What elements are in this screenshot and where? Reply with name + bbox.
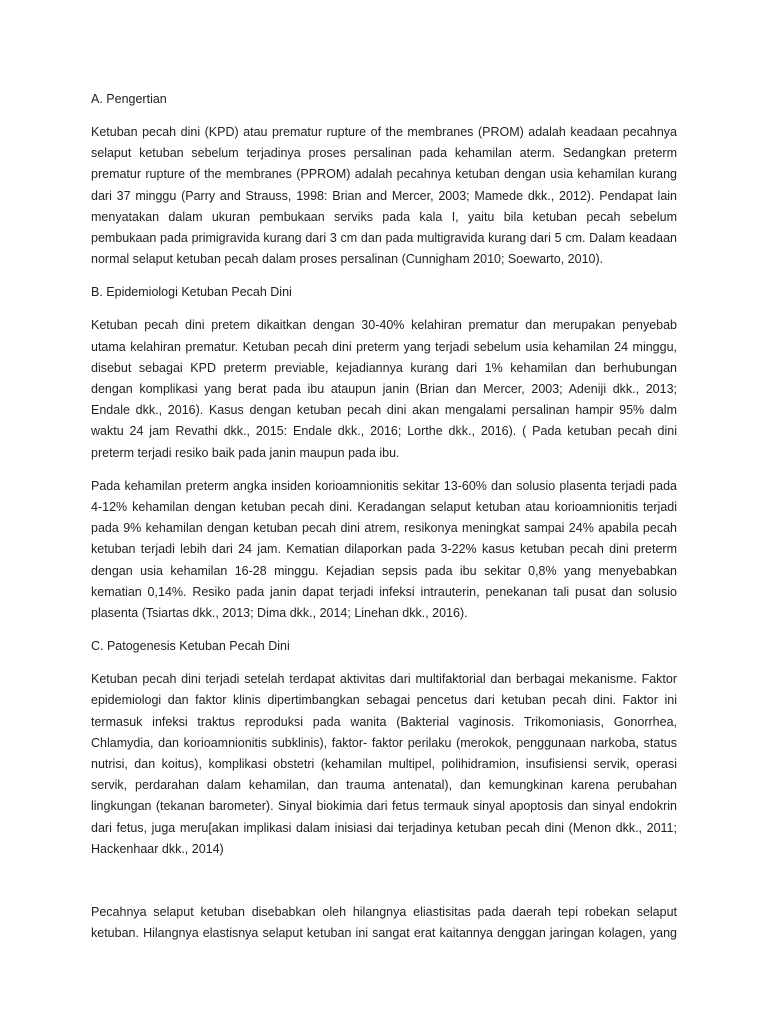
document-page: [91, 89, 677, 957]
text-line: prematur rupture of the membranes (PPROM) adalah pecahnya ketuban dengan usia kehamilan kurang: [91, 167, 677, 182]
paragraph-epidemiologi-2: [91, 476, 677, 624]
text-line: plasenta (Tsiartas dkk., 2013; Dima dkk., 2014; Linehan dkk., 2016).: [91, 606, 468, 621]
text-line: Chlamydia, dan korioamnionitis subklinis), faktor- faktor perilaku (merokok, penggunaan narkoba, status: [91, 735, 677, 750]
text-line: menyatakan dalam ukuran pembukaan serviks pada kala I, yaitu bila ketuban pecah sebelum: [91, 209, 677, 224]
text-line: utama kelahiran prematur. Ketuban pecah dini preterm yang terjadi sebelum usia kehamilan 24 minggu,: [91, 339, 677, 354]
blank-gap: [91, 872, 677, 902]
text-line: epidemiologi dan faktor klinis dipertimbangkan sebagai pencetus dari ketuban pecah dini. Faktor ini: [91, 693, 677, 708]
text-line: termasuk infeksi traktus reproduksi pada wanita (Bakterial vaginosis. Trikomoniasis, Gonorrhea,: [91, 714, 677, 729]
paragraph-pengertian: [91, 122, 677, 270]
text-line: selaput ketuban sebelum terjadinya proses persalinan pada kehamilan aterm. Sedangkan preterm: [91, 146, 677, 161]
text-line: Ketuban pecah dini terjadi setelah terdapat aktivitas dari multifaktorial dan berbagai mekanisme. Faktor: [91, 672, 677, 687]
text-line: Pecahnya selaput ketuban disebabkan oleh hilangnya eliastisitas pada daerah tepi robekan selaput: [91, 905, 677, 920]
text-line: dengan usia kehamilan 16-28 minggu. Kejadian sepsis pada ibu sekitar 0,8% yang menyebabkan: [91, 563, 677, 578]
paragraph-patogenesis-1: [91, 669, 677, 860]
heading-patogenesis: C. Patogenesis Ketuban Pecah Dini: [91, 639, 290, 654]
text-line: Ketuban pecah dini (KPD) atau prematur rupture of the membranes (PROM) adalah keadaan pecahnya: [91, 125, 677, 139]
text-line: servik, perdarahan dalam kehamilan, dan trauma antenatal), dan kemungkinan karena perubahan: [91, 778, 677, 793]
text-line: Hackenhaar dkk., 2014): [91, 841, 224, 856]
text-line: ketuban. Hilangnya elastisnya selaput ketuban ini sangat erat kaitannya denggan jaringan kolagen, yang: [91, 926, 677, 941]
text-line: ketuban terjadi lebih dari 24 jam. Kematian dilaporkan pada 3-22% kasus ketuban pecah dini preterm: [91, 542, 677, 557]
text-line: dari fetus, juga meru[akan implikasi dalam inisiasi dai terjadinya ketuban pecah dini (Menon dkk., 2011;: [91, 820, 677, 835]
text-line: Endale dkk., 2016). Kasus dengan ketuban pecah dini akan mengalami persalinan hampir 95% dalm: [91, 403, 677, 418]
heading-pengertian: A. Pengertian: [91, 92, 167, 106]
paragraph-patogenesis-2: [91, 902, 677, 944]
text-line: lingkungan (tekanan barometer). Sinyal biokimia dari fetus termauk sinyal apoptosis dan sinyal endokrin: [91, 799, 677, 814]
text-line: nutrisi, dan koitus), komplikasi obstetri (kehamilan multipel, polihidramion, insufisiensi servik, operasi: [91, 757, 677, 772]
heading-epidemiologi: B. Epidemiologi Ketuban Pecah Dini: [91, 285, 292, 300]
text-line: pembukaan pada primigravida kurang dari 3 cm dan pada multigravida kurang dari 5 cm. Dalam keadaan: [91, 231, 677, 246]
text-line: preterm terjadi resiko baik pada janin maupun pada ibu.: [91, 445, 400, 460]
text-line: normal selaput ketuban pecah dalam proses persalinan (Cunnigham 2010; Soewarto, 2010).: [91, 252, 604, 267]
text-line: pada 9% kehamilan dengan ketuban pecah dini atrem, resikonya meningkat sampai 24% apabila pecah: [91, 521, 677, 536]
text-line: kematian 0,14%. Resiko pada janin dapat terjadi infeksi intrauterin, penekanan tali pusat dan solusio: [91, 584, 677, 599]
text-line: Pada kehamilan preterm angka insiden korioamnionitis sekitar 13-60% dan solusio plasenta terjadi pada: [91, 478, 677, 493]
text-line: dengan komplikasi yang berat pada ibu ataupun janin (Brian dan Mercer, 2003; Adeniji dkk., 2013;: [91, 382, 677, 397]
text-line: disebut sebagai KPD preterm previable, kejadiannya kurang dari 1% kehamilan dan berhubungan: [91, 360, 677, 375]
text-line: dari 37 minggu (Parry and Strauss, 1998: Brian and Mercer, 2003; Mamede dkk., 2012). Pendapat lain: [91, 188, 677, 203]
paragraph-epidemiologi-1: [91, 315, 677, 463]
text-line: Ketuban pecah dini pretem dikaitkan dengan 30-40% kelahiran prematur dan merupakan penyebab: [91, 318, 677, 333]
text-line: 4-12% kehamilan dengan ketuban pecah dini. Keradangan selaput ketuban atau korioamnionitis terjadi: [91, 500, 677, 515]
text-line: waktu 24 jam Revathi dkk., 2015: Endale dkk., 2016; Lorthe dkk., 2016). ( Pada ketuban pecah dini: [91, 424, 677, 439]
